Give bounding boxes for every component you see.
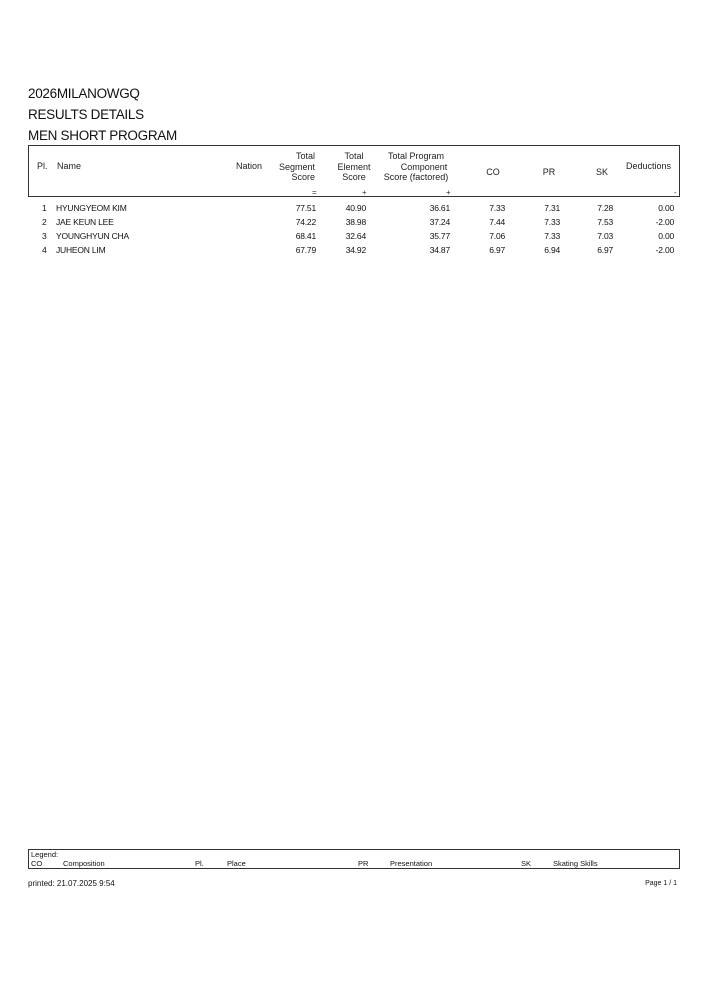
row-name: JAE KEUN LEE [56, 217, 114, 227]
row-sk: 6.97 [597, 245, 613, 255]
segment-title: MEN SHORT PROGRAM [28, 128, 177, 143]
row-tes: 40.90 [345, 203, 366, 213]
col-pcs-line1: Total Program [387, 151, 445, 161]
row-place: 1 [42, 203, 47, 213]
row-name: YOUNGHYUN CHA [56, 231, 129, 241]
row-pcs: 34.87 [429, 245, 450, 255]
legend-abbr-pl: Pl. [195, 859, 204, 868]
row-pcs: 36.61 [429, 203, 450, 213]
row-pr: 7.33 [544, 217, 560, 227]
row-name: HYUNGYEOM KIM [56, 203, 127, 213]
col-co: CO [486, 167, 500, 177]
row-sk: 7.03 [597, 231, 613, 241]
tss-symbol: = [312, 188, 317, 197]
row-place: 4 [42, 245, 47, 255]
row-pr: 7.31 [544, 203, 560, 213]
row-tes: 32.64 [345, 231, 366, 241]
col-nation: Nation [236, 161, 263, 171]
event-title: 2026MILANOWGQ [28, 86, 140, 101]
col-pcs-line2: Component [400, 161, 448, 172]
table-row [28, 231, 680, 244]
document-subtitle: RESULTS DETAILS [28, 107, 144, 122]
row-name: JUHEON LIM [56, 245, 106, 255]
row-tss: 74.22 [295, 217, 316, 227]
col-tes-line2: Element [337, 161, 371, 172]
legend-text-pl: Place [227, 859, 246, 868]
row-tss: 67.79 [295, 245, 316, 255]
pcs-symbol: + [446, 188, 451, 197]
row-place: 3 [42, 231, 47, 241]
row-pr: 6.94 [544, 245, 560, 255]
legend-box [28, 849, 680, 869]
col-pcs-line3: Score (factored) [383, 172, 449, 182]
col-tss [273, 151, 315, 183]
page-number: Page 1 / 1 [645, 880, 677, 887]
row-pr: 7.33 [544, 231, 560, 241]
row-tss: 68.41 [295, 231, 316, 241]
legend-abbr-pr: PR [358, 859, 369, 868]
row-deductions: -2.00 [655, 245, 674, 255]
row-deductions: 0.00 [658, 203, 674, 213]
row-co: 7.33 [489, 203, 505, 213]
results-table-header [28, 145, 680, 197]
tes-symbol: + [362, 188, 367, 197]
col-place: Pl. [37, 161, 48, 171]
col-tes-line3: Score [342, 172, 366, 182]
row-co: 7.06 [489, 231, 505, 241]
row-pcs: 37.24 [429, 217, 450, 227]
row-co: 6.97 [489, 245, 505, 255]
col-sk: SK [595, 167, 608, 177]
row-pcs: 35.77 [429, 231, 450, 241]
row-place: 2 [42, 217, 47, 227]
col-tes-line1: Total [344, 151, 364, 161]
col-pr: PR [542, 167, 556, 177]
table-row [28, 245, 680, 258]
row-deductions: -2.00 [655, 217, 674, 227]
col-tes [329, 151, 379, 183]
col-tss-line3: Score [291, 172, 315, 182]
col-pcs [374, 151, 458, 183]
legend-abbr-sk: SK [521, 859, 532, 868]
row-deductions: 0.00 [658, 231, 674, 241]
row-sk: 7.53 [597, 217, 613, 227]
printed-timestamp: printed: 21.07.2025 9:54 [28, 879, 115, 888]
row-tes: 34.92 [345, 245, 366, 255]
table-row [28, 203, 680, 216]
table-row [28, 217, 680, 230]
col-name: Name [57, 161, 82, 171]
row-sk: 7.28 [597, 203, 613, 213]
legend-text-sk: Skating Skills [553, 859, 598, 868]
legend-text-co: Composition [63, 859, 105, 868]
legend-text-pr: Presentation [390, 859, 433, 868]
col-tss-line1: Total [295, 151, 315, 161]
row-tss: 77.51 [295, 203, 316, 213]
col-deductions: Deductions [625, 161, 671, 171]
row-tes: 38.98 [345, 217, 366, 227]
legend-abbr-co: CO [31, 859, 43, 868]
deductions-symbol: - [674, 188, 677, 197]
row-co: 7.44 [489, 217, 505, 227]
legend-title: Legend: [31, 850, 59, 859]
col-tss-line2: Segment [278, 161, 315, 172]
